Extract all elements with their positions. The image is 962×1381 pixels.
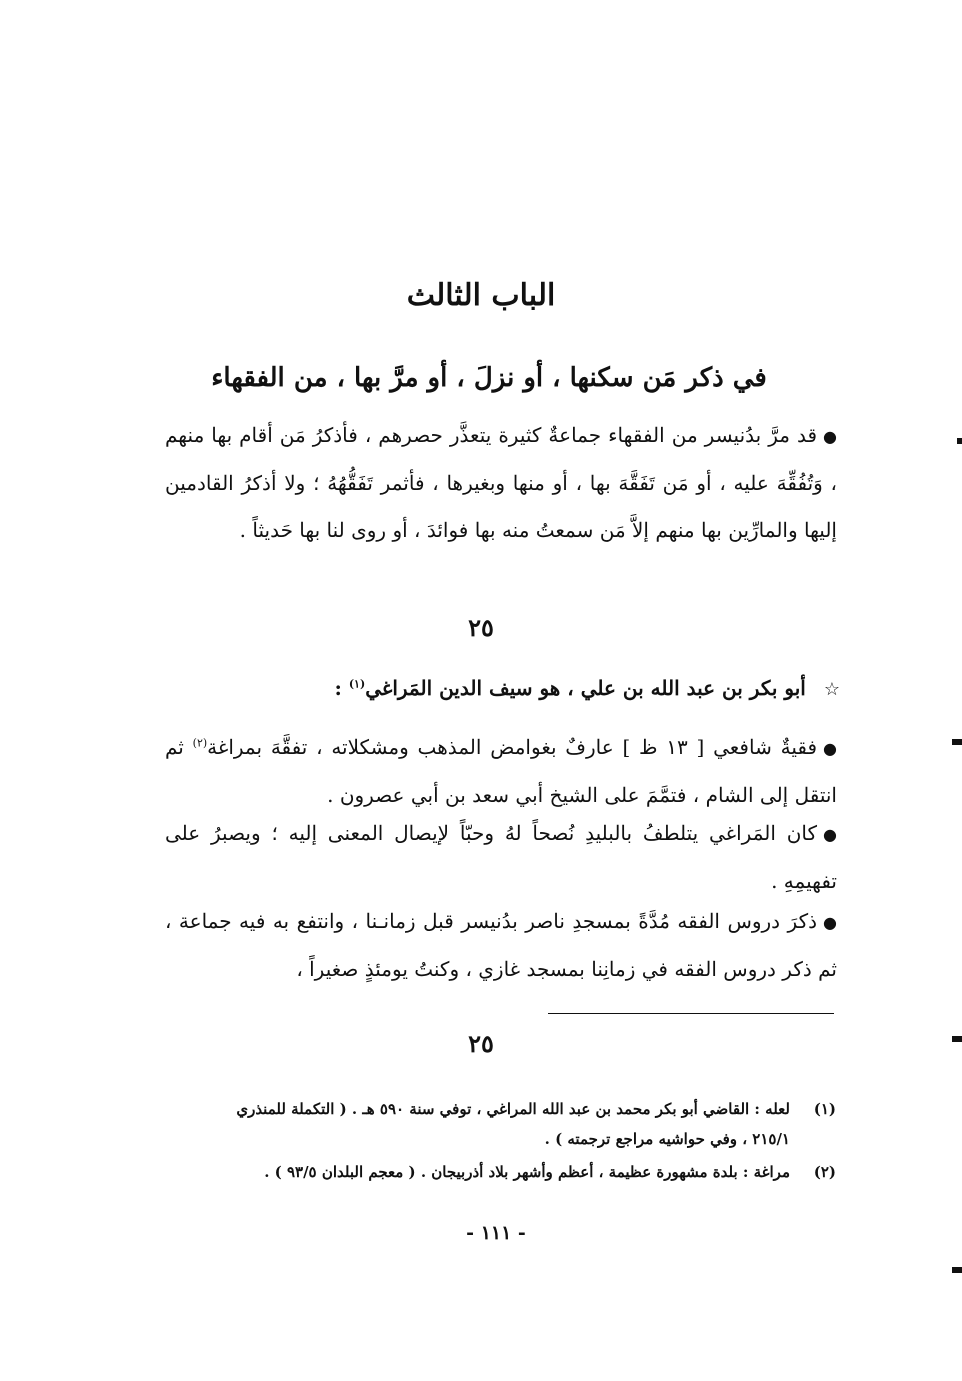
footnote-text: لعله : القاضي أبو بكر محمد بن عبد الله المراغي ، توفي سنة ٥٩٠ هـ . ( التكملة للمنذري [236,1100,790,1118]
footnote-marker: (١) [813,1100,836,1118]
footnote-divider [548,1013,834,1014]
chapter-title: الباب الثالث [406,278,556,313]
bullet-icon: ● [823,739,837,758]
page-number: - ١١١ - [466,1222,526,1244]
entry-paragraph [165,724,837,819]
paragraph-text-continued: ثم انتقل إلى الشام ، فتمَّمَ على الشيخ أبي سعد بن أبي عصرون . [165,735,837,807]
scan-edge-mark [952,1267,962,1273]
scan-edge-mark [952,739,962,745]
intro-text: قد مرَّ بدُنيسر من الفقهاء جماعةٌ كثيرة يتعذَّر حصرهم ، فأذكرُ مَن أقام بها منهم ، وَتُفُقِّهَ عليه ، أو مَن تَفَقَّهَ بها ، أو منها وبغيرها ، فأثمر تَفَقُّهُهُ ؛ ولا أذكرُ القادمين إليها والمارِّين بها منهم إلاَّ مَن سمعتُ منه بها فوائدَ ، أو روى لنا بها حَديثاً . [165,423,837,542]
bullet-icon: ● [823,825,837,844]
entry-heading-text: أبو بكر بن عبد الله بن علي ، هو سيف الدين المَراغي [365,676,806,700]
footnote-continuation: ٢١٥/١ ، وفي حواشيه مراجع ترجمته ) . [544,1130,790,1148]
entry-heading-end: : [334,676,349,700]
bullet-icon: ● [823,427,837,446]
paragraph-text: ذكرَ دروس الفقه مُدَّةً بمسجدِ ناصر بدُنيسر قبل زمانـنا ، وانتفع به فيه جماعة ، ثم ذكر دروس الفقه في زمانِنا بمسجد غازي ، وكنتُ يومئذٍ صغيراً ، [165,909,837,981]
entry-heading [280,668,840,710]
paragraph-text: فقيةٌ شافعي [ ١٣ ظ ] عارفٌ بغوامض المذهب ومشكلاته ، تفقَّهَ بمراغة [207,735,818,759]
entry-paragraph [165,810,837,905]
entry-number: ٢٥ [468,1029,494,1058]
scan-edge-mark [957,438,962,444]
footnote [168,1157,836,1187]
entry-number: ٢٥ [468,613,494,642]
bullet-icon: ● [823,913,837,932]
footnote-ref: (١) [348,677,366,691]
chapter-subtitle: في ذكر مَن سكنها ، أو نزلَ ، أو مرَّ بها ، من الفقهاء [211,363,767,393]
footnote-text: مراغة : بلدة مشهورة عظيمة ، أعظم وأشهر بلاد أذربيجان . ( معجم البلدان ٩٣/٥ ) . [264,1163,790,1181]
footnote-ref: (٢) [192,736,208,750]
entry-paragraph [165,898,837,993]
footnote [168,1094,836,1154]
star-icon: ☆ [823,679,840,700]
intro-paragraph [165,412,837,554]
paragraph-text: كان المَراغي يتلطفُ بالبليدِ نُصحاً لهُ وحبّاً لإيصال المعنى إليه ؛ ويصبرُ على تفهيمِهِ . [165,821,837,893]
footnote-marker: (٢) [813,1163,836,1181]
scan-edge-mark [952,1036,962,1042]
